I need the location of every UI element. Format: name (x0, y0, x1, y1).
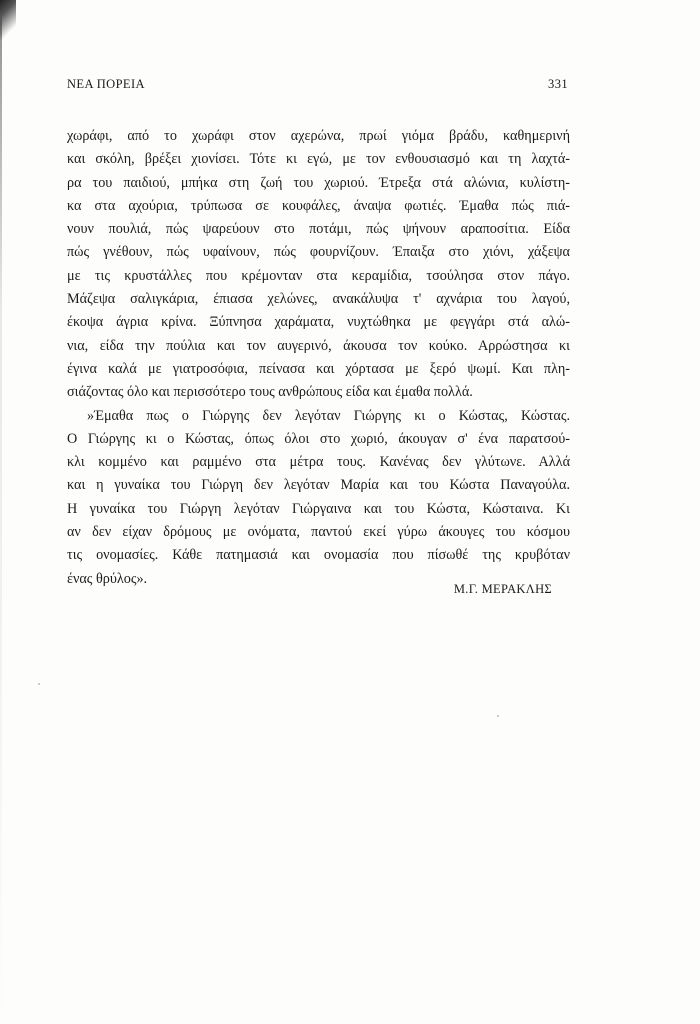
text-line: τις ονομασίες. Κάθε πατημασιά και ονομασία που πίσωθέ της κρυβόταν (67, 547, 570, 564)
paragraph-1 (67, 125, 570, 405)
text-line: αν δεν είχαν δρόμους με ονόματα, παντού εκεί γύρω άκουγες του κόσμου (67, 524, 570, 541)
text-line: με τις κρυστάλλες που κρέμονταν στα κεραμίδια, τσούλησα στον πάγο. (67, 267, 570, 284)
text-line: νια, είδα την πούλια και τον αυγερινό, άκουσα τον κούκο. Αρρώστησα κι (67, 337, 570, 354)
text-line: »Έμαθα πως ο Γιώργης δεν λεγόταν Γιώργης κι ο Κώστας, Κώστας. (87, 407, 570, 424)
text-line: και η γυναίκα του Γιώργη δεν λεγόταν Μαρία και του Κώστα Παναγούλα. (67, 477, 570, 494)
text-line: ρα του παιδιού, μπήκα στη ζωή του χωριού. Έτρεξα στά αλώνια, κυλίστη- (67, 174, 570, 191)
text-line: χωράφι, από το χωράφι στον αχερώνα, πρωί γιόμα βράδυ, καθημερινή (67, 128, 570, 144)
running-title: ΝΕΑ ΠΟΡΕΙΑ (67, 77, 145, 91)
text-line: Μάζεψα σαλιγκάρια, έπιασα χελώνες, ανακάλυψα τ' αχνάρια του λαγού, (67, 291, 570, 308)
page-binding-edge (0, 0, 2, 1024)
text-line: έκοψα άγρια κρίνα. Ξύπνησα χαράματα, νυχτώθηκα με φεγγάρι στά αλώ- (67, 314, 570, 331)
text-line: ένας θρύλος». (67, 570, 148, 587)
text-line: Η γυναίκα του Γιώργη λεγόταν Γιώργαινα και του Κώστα, Κώσταινα. Κι (67, 500, 570, 517)
author-signature: Μ.Γ. ΜΕΡΑΚΛΗΣ (453, 582, 552, 596)
page-number: 331 (548, 77, 568, 91)
text-line: Ο Γιώργης κι ο Κώστας, όπως όλοι στο χωριό, άκουγαν σ' ένα παρατσού- (67, 430, 570, 447)
article-body (67, 125, 570, 591)
scan-speck (497, 715, 499, 717)
text-line: έγινα καλά με γιατροσόφια, πείνασα και χόρτασα με ξερό ψωμί. Και πλη- (67, 360, 570, 377)
text-line: νουν πουλιά, πώς ψαρεύουν στο ποτάμι, πώς ψήνουν αραποσίτια. Είδα (67, 221, 570, 238)
text-line: και σκόλη, βρέξει χιονίσει. Τότε κι εγώ, με τον ενθουσιασμό και τη λαχτά- (67, 151, 570, 168)
running-header (67, 77, 568, 95)
text-line: πώς γνέθουν, πώς υφαίνουν, πώς φουρνίζουν. Έπαιξα στο χιόνι, χάξεψα (67, 244, 570, 261)
page-corner-shadow (0, 0, 16, 40)
text-line: σιάζοντας όλο και περισσότερο τους ανθρώπους είδα και έμαθα πολλά. (67, 384, 473, 401)
paragraph-2 (67, 405, 570, 591)
scan-speck (38, 683, 40, 685)
text-line: κλι κομμένο και ραμμένο στα μέτρα τους. Κανένας δεν γλύτωνε. Αλλά (67, 454, 570, 471)
text-line: κα στα αχούρια, τρύπωσα σε κουφάλες, άναψα φωτιές. Έμαθα πώς πιά- (67, 197, 570, 214)
